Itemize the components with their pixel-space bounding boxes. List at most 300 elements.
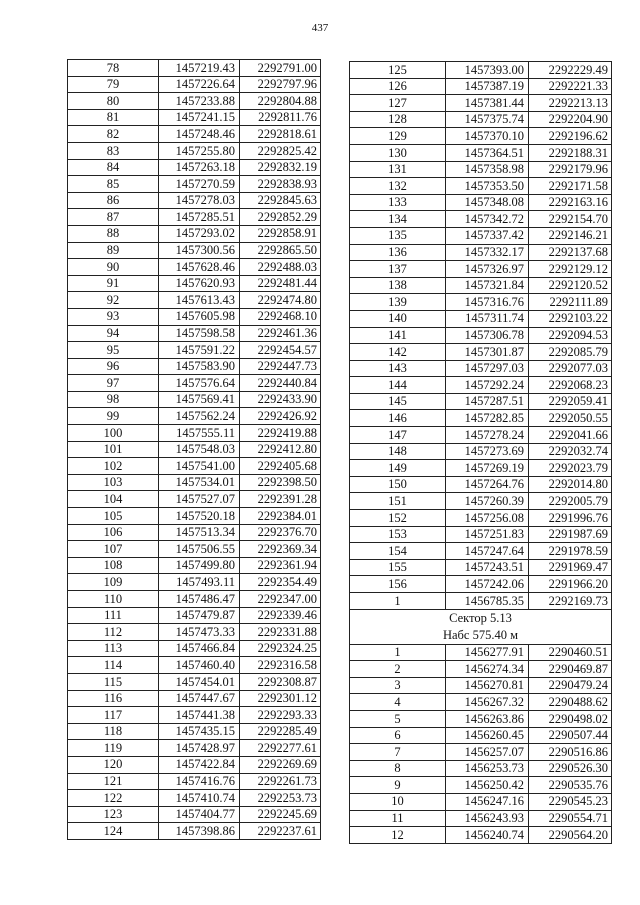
table-row xyxy=(68,408,321,425)
x-coordinate: 1457243.51 xyxy=(446,559,529,576)
x-coordinate: 1457466.84 xyxy=(159,640,240,657)
x-coordinate: 1457311.74 xyxy=(446,310,529,327)
table-row xyxy=(68,756,321,773)
table-row xyxy=(68,391,321,408)
table-row xyxy=(68,325,321,342)
table-row xyxy=(350,559,612,576)
x-coordinate: 1456253.73 xyxy=(446,760,529,777)
point-number: 86 xyxy=(68,192,159,209)
x-coordinate: 1457219.43 xyxy=(159,60,240,77)
x-coordinate: 1457342.72 xyxy=(446,211,529,228)
y-coordinate: 2291978.59 xyxy=(529,543,612,560)
point-number: 155 xyxy=(350,559,446,576)
point-number: 116 xyxy=(68,690,159,707)
x-coordinate: 1457506.55 xyxy=(159,541,240,558)
point-number: 11 xyxy=(350,810,446,827)
sector-title: Сектор 5.13 xyxy=(350,609,612,627)
y-coordinate: 2292245.69 xyxy=(240,806,321,823)
table-row xyxy=(350,327,612,344)
x-coordinate: 1457555.11 xyxy=(159,425,240,442)
y-coordinate: 2292398.50 xyxy=(240,474,321,491)
point-number: 83 xyxy=(68,142,159,159)
x-coordinate: 1457273.69 xyxy=(446,443,529,460)
table-row xyxy=(68,242,321,259)
y-coordinate: 2292316.58 xyxy=(240,657,321,674)
x-coordinate: 1457242.06 xyxy=(446,576,529,593)
x-coordinate: 1457337.42 xyxy=(446,227,529,244)
x-coordinate: 1457285.51 xyxy=(159,209,240,226)
y-coordinate: 2290469.87 xyxy=(529,661,612,678)
table-row xyxy=(68,225,321,242)
x-coordinate: 1457416.76 xyxy=(159,773,240,790)
x-coordinate: 1457316.76 xyxy=(446,294,529,311)
y-coordinate: 2292068.23 xyxy=(529,377,612,394)
x-coordinate: 1457613.43 xyxy=(159,292,240,309)
table-row xyxy=(350,727,612,744)
table-row xyxy=(350,78,612,95)
table-row xyxy=(350,128,612,145)
table-row xyxy=(350,227,612,244)
x-coordinate: 1457293.02 xyxy=(159,225,240,242)
y-coordinate: 2292474.80 xyxy=(240,292,321,309)
y-coordinate: 2292154.70 xyxy=(529,211,612,228)
sector-height: Набс 575.40 м xyxy=(350,627,612,645)
table-row xyxy=(350,744,612,761)
y-coordinate: 2290498.02 xyxy=(529,710,612,727)
x-coordinate: 1457375.74 xyxy=(446,111,529,128)
point-number: 78 xyxy=(68,60,159,77)
y-coordinate: 2292440.84 xyxy=(240,375,321,392)
y-coordinate: 2292324.25 xyxy=(240,640,321,657)
x-coordinate: 1457300.56 xyxy=(159,242,240,259)
x-coordinate: 1457410.74 xyxy=(159,790,240,807)
y-coordinate: 2292120.52 xyxy=(529,277,612,294)
y-coordinate: 2292447.73 xyxy=(240,358,321,375)
x-coordinate: 1457499.80 xyxy=(159,557,240,574)
y-coordinate: 2290488.62 xyxy=(529,694,612,711)
point-number: 125 xyxy=(350,62,446,79)
x-coordinate: 1457297.03 xyxy=(446,360,529,377)
table-row xyxy=(68,707,321,724)
point-number: 98 xyxy=(68,391,159,408)
point-number: 89 xyxy=(68,242,159,259)
table-row xyxy=(350,443,612,460)
x-coordinate: 1457387.19 xyxy=(446,78,529,95)
left-table-body xyxy=(68,60,321,840)
y-coordinate: 2291996.76 xyxy=(529,510,612,527)
x-coordinate: 1457460.40 xyxy=(159,657,240,674)
table-row xyxy=(350,360,612,377)
table-row xyxy=(68,607,321,624)
x-coordinate: 1457569.41 xyxy=(159,391,240,408)
y-coordinate: 2292384.01 xyxy=(240,508,321,525)
table-row xyxy=(68,109,321,126)
point-number: 88 xyxy=(68,225,159,242)
x-coordinate: 1457282.85 xyxy=(446,410,529,427)
x-coordinate: 1457473.33 xyxy=(159,624,240,641)
table-row xyxy=(68,126,321,143)
point-number: 112 xyxy=(68,624,159,641)
y-coordinate: 2292461.36 xyxy=(240,325,321,342)
y-coordinate: 2292308.87 xyxy=(240,673,321,690)
x-coordinate: 1457576.64 xyxy=(159,375,240,392)
y-coordinate: 2292277.61 xyxy=(240,740,321,757)
table-row xyxy=(68,806,321,823)
table-row xyxy=(350,377,612,394)
table-row xyxy=(68,823,321,840)
right-table-body-top xyxy=(350,62,612,610)
x-coordinate: 1457247.64 xyxy=(446,543,529,560)
table-row xyxy=(68,209,321,226)
x-coordinate: 1457398.86 xyxy=(159,823,240,840)
table-row xyxy=(350,576,612,593)
point-number: 149 xyxy=(350,460,446,477)
y-coordinate: 2290535.76 xyxy=(529,777,612,794)
table-row xyxy=(350,760,612,777)
y-coordinate: 2292818.61 xyxy=(240,126,321,143)
y-coordinate: 2292269.69 xyxy=(240,756,321,773)
x-coordinate: 1457447.67 xyxy=(159,690,240,707)
y-coordinate: 2290545.23 xyxy=(529,793,612,810)
table-row xyxy=(68,60,321,77)
table-row xyxy=(350,644,612,661)
point-number: 122 xyxy=(68,790,159,807)
y-coordinate: 2290526.30 xyxy=(529,760,612,777)
x-coordinate: 1457287.51 xyxy=(446,393,529,410)
y-coordinate: 2292468.10 xyxy=(240,308,321,325)
y-coordinate: 2292858.91 xyxy=(240,225,321,242)
point-number: 102 xyxy=(68,458,159,475)
x-coordinate: 1457255.80 xyxy=(159,142,240,159)
point-number: 124 xyxy=(68,823,159,840)
x-coordinate: 1457583.90 xyxy=(159,358,240,375)
x-coordinate: 1456267.32 xyxy=(446,694,529,711)
table-row xyxy=(68,425,321,442)
point-number: 12 xyxy=(350,827,446,844)
x-coordinate: 1457326.97 xyxy=(446,261,529,278)
point-number: 130 xyxy=(350,144,446,161)
x-coordinate: 1456270.81 xyxy=(446,677,529,694)
table-row xyxy=(350,593,612,610)
point-number: 123 xyxy=(68,806,159,823)
y-coordinate: 2290516.86 xyxy=(529,744,612,761)
y-coordinate: 2292825.42 xyxy=(240,142,321,159)
x-coordinate: 1457435.15 xyxy=(159,723,240,740)
y-coordinate: 2292237.61 xyxy=(240,823,321,840)
table-row xyxy=(68,541,321,558)
table-row xyxy=(350,310,612,327)
table-row xyxy=(68,491,321,508)
table-row xyxy=(68,574,321,591)
point-number: 107 xyxy=(68,541,159,558)
x-coordinate: 1456243.93 xyxy=(446,810,529,827)
point-number: 3 xyxy=(350,677,446,694)
point-number: 110 xyxy=(68,591,159,608)
point-number: 141 xyxy=(350,327,446,344)
point-number: 91 xyxy=(68,275,159,292)
y-coordinate: 2292196.62 xyxy=(529,128,612,145)
x-coordinate: 1457591.22 xyxy=(159,342,240,359)
x-coordinate: 1457620.93 xyxy=(159,275,240,292)
table-row xyxy=(350,178,612,195)
table-row xyxy=(350,510,612,527)
x-coordinate: 1456785.35 xyxy=(446,593,529,610)
point-number: 145 xyxy=(350,393,446,410)
point-number: 92 xyxy=(68,292,159,309)
y-coordinate: 2292804.88 xyxy=(240,93,321,110)
y-coordinate: 2292005.79 xyxy=(529,493,612,510)
x-coordinate: 1456260.45 xyxy=(446,727,529,744)
table-row xyxy=(350,95,612,112)
y-coordinate: 2292791.00 xyxy=(240,60,321,77)
x-coordinate: 1457263.18 xyxy=(159,159,240,176)
table-row xyxy=(350,476,612,493)
x-coordinate: 1457256.08 xyxy=(446,510,529,527)
y-coordinate: 2292213.13 xyxy=(529,95,612,112)
table-row xyxy=(68,375,321,392)
point-number: 95 xyxy=(68,342,159,359)
x-coordinate: 1457548.03 xyxy=(159,441,240,458)
point-number: 153 xyxy=(350,526,446,543)
y-coordinate: 2292488.03 xyxy=(240,259,321,276)
x-coordinate: 1457353.50 xyxy=(446,178,529,195)
table-row xyxy=(350,344,612,361)
table-row xyxy=(350,694,612,711)
table-row xyxy=(350,244,612,261)
table-row xyxy=(68,723,321,740)
y-coordinate: 2292032.74 xyxy=(529,443,612,460)
table-row xyxy=(68,275,321,292)
table-row xyxy=(350,393,612,410)
point-number: 109 xyxy=(68,574,159,591)
table-row xyxy=(68,657,321,674)
table-row xyxy=(68,690,321,707)
point-number: 111 xyxy=(68,607,159,624)
point-number: 117 xyxy=(68,707,159,724)
y-coordinate: 2290554.71 xyxy=(529,810,612,827)
table-row xyxy=(350,277,612,294)
x-coordinate: 1457348.08 xyxy=(446,194,529,211)
point-number: 5 xyxy=(350,710,446,727)
point-number: 94 xyxy=(68,325,159,342)
table-row xyxy=(350,427,612,444)
point-number: 79 xyxy=(68,76,159,93)
x-coordinate: 1457493.11 xyxy=(159,574,240,591)
table-row xyxy=(68,474,321,491)
point-number: 136 xyxy=(350,244,446,261)
point-number: 93 xyxy=(68,308,159,325)
x-coordinate: 1457562.24 xyxy=(159,408,240,425)
y-coordinate: 2292188.31 xyxy=(529,144,612,161)
point-number: 152 xyxy=(350,510,446,527)
x-coordinate: 1456277.91 xyxy=(446,644,529,661)
table-row xyxy=(68,342,321,359)
y-coordinate: 2292023.79 xyxy=(529,460,612,477)
x-coordinate: 1456274.34 xyxy=(446,661,529,678)
y-coordinate: 2292014.80 xyxy=(529,476,612,493)
y-coordinate: 2290460.51 xyxy=(529,644,612,661)
x-coordinate: 1457628.46 xyxy=(159,259,240,276)
point-number: 1 xyxy=(350,644,446,661)
table-row xyxy=(350,793,612,810)
y-coordinate: 2292261.73 xyxy=(240,773,321,790)
point-number: 151 xyxy=(350,493,446,510)
table-row xyxy=(350,543,612,560)
right-table-body-bottom xyxy=(350,644,612,843)
table-row xyxy=(68,358,321,375)
x-coordinate: 1457520.18 xyxy=(159,508,240,525)
x-coordinate: 1456247.16 xyxy=(446,793,529,810)
y-coordinate: 2292391.28 xyxy=(240,491,321,508)
x-coordinate: 1457248.46 xyxy=(159,126,240,143)
y-coordinate: 2292361.94 xyxy=(240,557,321,574)
table-row xyxy=(350,211,612,228)
x-coordinate: 1457370.10 xyxy=(446,128,529,145)
y-coordinate: 2291969.47 xyxy=(529,559,612,576)
y-coordinate: 2292085.79 xyxy=(529,344,612,361)
y-coordinate: 2292412.80 xyxy=(240,441,321,458)
y-coordinate: 2292041.66 xyxy=(529,427,612,444)
sector-height-row xyxy=(350,627,612,645)
y-coordinate: 2292103.22 xyxy=(529,310,612,327)
table-row xyxy=(68,142,321,159)
table-row xyxy=(350,144,612,161)
y-coordinate: 2292221.33 xyxy=(529,78,612,95)
table-row xyxy=(68,259,321,276)
point-number: 10 xyxy=(350,793,446,810)
point-number: 81 xyxy=(68,109,159,126)
point-number: 121 xyxy=(68,773,159,790)
y-coordinate: 2292339.46 xyxy=(240,607,321,624)
sector-title-row xyxy=(350,609,612,627)
y-coordinate: 2292229.49 xyxy=(529,62,612,79)
point-number: 148 xyxy=(350,443,446,460)
y-coordinate: 2292376.70 xyxy=(240,524,321,541)
x-coordinate: 1457251.83 xyxy=(446,526,529,543)
x-coordinate: 1457233.88 xyxy=(159,93,240,110)
x-coordinate: 1457393.00 xyxy=(446,62,529,79)
point-number: 84 xyxy=(68,159,159,176)
y-coordinate: 2292253.73 xyxy=(240,790,321,807)
x-coordinate: 1456250.42 xyxy=(446,777,529,794)
point-number: 126 xyxy=(350,78,446,95)
x-coordinate: 1457306.78 xyxy=(446,327,529,344)
point-number: 101 xyxy=(68,441,159,458)
table-row xyxy=(350,261,612,278)
table-row xyxy=(68,773,321,790)
table-row xyxy=(350,493,612,510)
point-number: 103 xyxy=(68,474,159,491)
x-coordinate: 1456240.74 xyxy=(446,827,529,844)
y-coordinate: 2292077.03 xyxy=(529,360,612,377)
point-number: 142 xyxy=(350,344,446,361)
table-row xyxy=(68,508,321,525)
table-row xyxy=(350,294,612,311)
y-coordinate: 2292369.34 xyxy=(240,541,321,558)
point-number: 154 xyxy=(350,543,446,560)
point-number: 131 xyxy=(350,161,446,178)
y-coordinate: 2292285.49 xyxy=(240,723,321,740)
x-coordinate: 1457278.03 xyxy=(159,192,240,209)
point-number: 133 xyxy=(350,194,446,211)
y-coordinate: 2291987.69 xyxy=(529,526,612,543)
table-row xyxy=(68,458,321,475)
table-row xyxy=(68,557,321,574)
x-coordinate: 1457534.01 xyxy=(159,474,240,491)
table-row xyxy=(68,159,321,176)
x-coordinate: 1457404.77 xyxy=(159,806,240,823)
table-row xyxy=(350,460,612,477)
x-coordinate: 1457226.64 xyxy=(159,76,240,93)
y-coordinate: 2292179.96 xyxy=(529,161,612,178)
y-coordinate: 2292171.58 xyxy=(529,178,612,195)
point-number: 115 xyxy=(68,673,159,690)
point-number: 105 xyxy=(68,508,159,525)
y-coordinate: 2292331.88 xyxy=(240,624,321,641)
point-number: 120 xyxy=(68,756,159,773)
y-coordinate: 2292204.90 xyxy=(529,111,612,128)
x-coordinate: 1457541.00 xyxy=(159,458,240,475)
y-coordinate: 2292405.68 xyxy=(240,458,321,475)
y-coordinate: 2292838.93 xyxy=(240,176,321,193)
table-row xyxy=(350,194,612,211)
y-coordinate: 2292059.41 xyxy=(529,393,612,410)
point-number: 128 xyxy=(350,111,446,128)
y-coordinate: 2291966.20 xyxy=(529,576,612,593)
table-row xyxy=(68,93,321,110)
page-number: 437 xyxy=(311,22,329,34)
table-row xyxy=(350,827,612,844)
y-coordinate: 2292169.73 xyxy=(529,593,612,610)
point-number: 140 xyxy=(350,310,446,327)
x-coordinate: 1457513.34 xyxy=(159,524,240,541)
table-row xyxy=(68,308,321,325)
x-coordinate: 1456263.86 xyxy=(446,710,529,727)
point-number: 135 xyxy=(350,227,446,244)
point-number: 118 xyxy=(68,723,159,740)
x-coordinate: 1457422.84 xyxy=(159,756,240,773)
table-row xyxy=(68,624,321,641)
point-number: 146 xyxy=(350,410,446,427)
point-number: 156 xyxy=(350,576,446,593)
y-coordinate: 2292797.96 xyxy=(240,76,321,93)
point-number: 127 xyxy=(350,95,446,112)
x-coordinate: 1457527.07 xyxy=(159,491,240,508)
y-coordinate: 2292094.53 xyxy=(529,327,612,344)
y-coordinate: 2292137.68 xyxy=(529,244,612,261)
point-number: 139 xyxy=(350,294,446,311)
table-row xyxy=(350,710,612,727)
coordinates-table-left xyxy=(67,59,321,840)
point-number: 114 xyxy=(68,657,159,674)
point-number: 8 xyxy=(350,760,446,777)
x-coordinate: 1457428.97 xyxy=(159,740,240,757)
point-number: 147 xyxy=(350,427,446,444)
x-coordinate: 1457260.39 xyxy=(446,493,529,510)
table-row xyxy=(350,777,612,794)
table-row xyxy=(68,176,321,193)
point-number: 97 xyxy=(68,375,159,392)
y-coordinate: 2292163.16 xyxy=(529,194,612,211)
table-row xyxy=(68,524,321,541)
y-coordinate: 2292845.63 xyxy=(240,192,321,209)
x-coordinate: 1457454.01 xyxy=(159,673,240,690)
y-coordinate: 2292433.90 xyxy=(240,391,321,408)
point-number: 96 xyxy=(68,358,159,375)
y-coordinate: 2292301.12 xyxy=(240,690,321,707)
x-coordinate: 1457301.87 xyxy=(446,344,529,361)
table-row xyxy=(350,526,612,543)
